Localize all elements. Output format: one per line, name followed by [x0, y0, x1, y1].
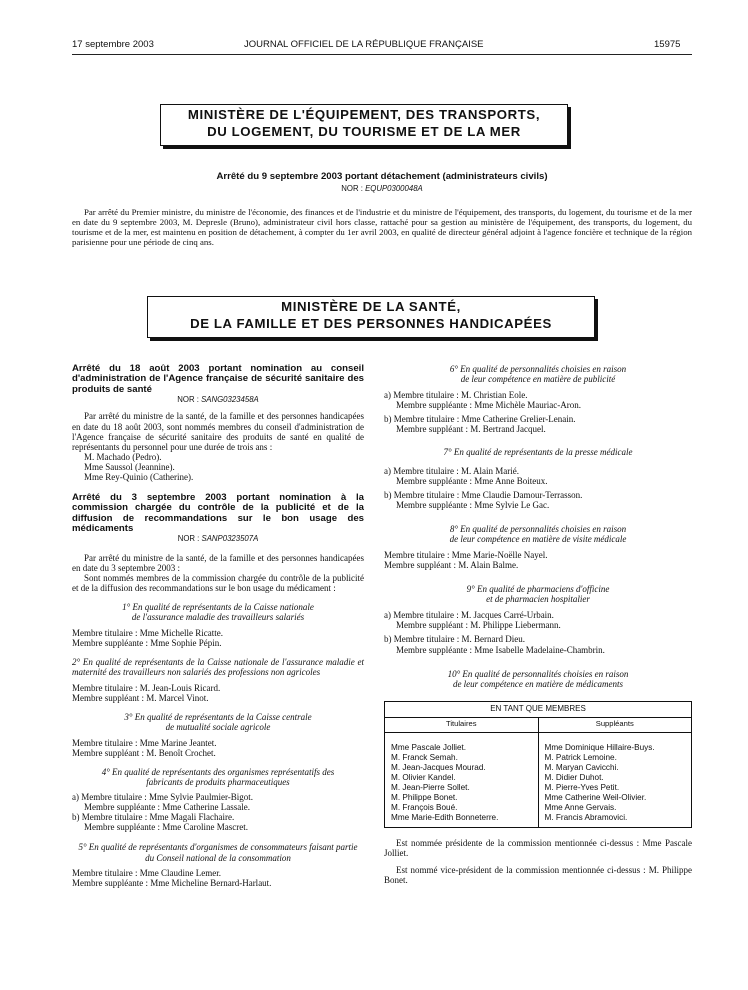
member-line: Membre titulaire : Mme Marine Jeantet. [72, 737, 217, 748]
right-column [384, 364, 692, 886]
section-heading: 8° En qualité de personnalités choisies en raison [449, 523, 627, 534]
nor-reference [72, 185, 692, 194]
suppleant-name: M. Maryan Cavicchi. [544, 763, 619, 773]
section-heading: 10° En qualité de personnalités choisies en raison [447, 668, 629, 679]
titulaire-name: M. Olivier Kandel. [391, 773, 456, 783]
nor-code: EQUP0300048A [365, 184, 423, 193]
suppleant-name: Mme Catherine Weil-Olivier. [544, 793, 647, 803]
ministry-line: DU LOGEMENT, DU TOURISME ET DE LA MER [207, 123, 521, 139]
member-line: Membre titulaire : Mme Claudine Lemer. [72, 867, 221, 878]
suppleant-name: M. Patrick Lemoine. [544, 753, 617, 763]
arrete-body: Par arrêté du ministre de la santé, de la famille et des personnes handicapées en date du 3 septembre 2003 : [72, 552, 364, 573]
arrete-body: Sont nommés membres de la commission chargée du contrôle de la publicité et de la diffusion des recommandations sur le bon usage du médicament : [72, 572, 364, 593]
arrete-title: Arrêté du 18 août 2003 portant nomination au conseil d'administration de l'Agence française de sécurité sanitaire des produits de santé [72, 363, 364, 395]
ministry-line: DE LA FAMILLE ET DES PERSONNES HANDICAPÉES [190, 315, 552, 331]
header-rule [72, 54, 692, 55]
section-heading: 5° En qualité de représentants d'organismes de consommateurs faisant partie du Conseil national de la consommation [78, 842, 358, 863]
section-heading: de mutualité sociale agricole [165, 721, 271, 732]
member-line: b) Membre titulaire : Mme Catherine Grelier-Lenain. [384, 414, 576, 425]
member-line: Membre suppléant : M. Alain Balme. [384, 560, 519, 571]
ministry-box-sante [147, 296, 595, 338]
header-journal: JOURNAL OFFICIEL DE LA RÉPUBLIQUE FRANÇAISE [244, 39, 484, 50]
titulaire-name: M. Franck Semah. [391, 753, 458, 763]
member-line: Membre titulaire : Mme Michelle Ricatte. [72, 628, 223, 639]
section-heading: de leur compétence en matière de publicité [460, 374, 616, 385]
section-heading: de leur compétence en matière de médicaments [452, 678, 624, 689]
titulaires-list [385, 733, 538, 827]
section-heading: 3° En qualité de représentants de la Caisse centrale [124, 711, 312, 722]
titulaire-name: M. Philippe Bonet. [391, 793, 458, 803]
nor-label: NOR : [177, 394, 202, 404]
members-table-heading: EN TANT QUE MEMBRES [385, 702, 691, 718]
final-nomination: Est nommée présidente de la commission mentionnée ci-dessus : Mme Pascale Jolliet. [384, 838, 692, 859]
member-line: Membre suppléante : Mme Micheline Bernard-Harlaut. [72, 877, 272, 888]
suppleant-name: M. Pierre-Yves Petit. [544, 783, 620, 793]
nor-reference [72, 396, 364, 405]
final-nomination: Est nommé vice-président de la commission mentionnée ci-dessus : M. Philippe Bonet. [384, 865, 692, 886]
member-line: a) Membre titulaire : M. Jacques Carré-Urbain. [384, 610, 554, 621]
ministry-box-equipement [160, 104, 568, 146]
nor-code: SANP0323507A [201, 534, 259, 544]
member-line: Membre suppléante : Mme Sylvie Le Gac. [396, 499, 550, 510]
member-line: Membre suppléant : M. Philippe Liebermann. [396, 620, 561, 631]
header-page-number: 15975 [654, 39, 681, 50]
arrete-body: Par arrêté du Premier ministre, du ministre de l'économie, des finances et de l'industrie et du ministre de l'équipement, des transports, du logement, du tourisme et de la mer en date du 9 septembre 2003, M. Depresle (Bruno), administrateur civil hors classe, rattaché pour sa gestion au ministère de l'équipement, des transports, du logement, du tourisme et de la mer, est maintenu en position de détachement, à compter du 1er avril 2003, en qualité de directeur général adjoint à l'agence foncière et technique de la région parisienne pour une période de cinq ans. [72, 207, 692, 247]
member-line: Membre suppléante : Mme Caroline Mascret. [84, 822, 248, 833]
member-line: Membre suppléant : M. Bertrand Jacquel. [396, 424, 546, 435]
header-date: 17 septembre 2003 [72, 39, 154, 50]
members-table [384, 701, 692, 828]
suppleant-name: Mme Anne Gervais. [544, 803, 617, 813]
members-table-header-row [385, 718, 691, 828]
member-line: b) Membre titulaire : Mme Magali Flachaire. [72, 812, 235, 823]
member-line: Membre suppléante : Mme Isabelle Madelaine-Chambrin. [396, 644, 605, 655]
section-heading: de l'assurance maladie des travailleurs salariés [131, 612, 305, 623]
member-line: Membre suppléante : Mme Michèle Mauriac-Aron. [396, 400, 581, 411]
section-heading: 6° En qualité de personnalités choisies en raison [449, 364, 627, 374]
titulaire-name: M. Jean-Jacques Mourad. [391, 763, 486, 773]
section-heading: 7° En qualité de représentants de la presse médicale [443, 447, 633, 458]
member-line: a) Membre titulaire : M. Christian Eole. [384, 390, 528, 401]
name-item: Mme Rey-Quinio (Catherine). [84, 471, 194, 482]
members-table-col-titulaires [385, 718, 538, 828]
arrete-title: Arrêté du 3 septembre 2003 portant nomination à la commission chargée du contrôle de la publicité et de la diffusion de recommandations sur le bon usage des médicaments [72, 492, 364, 534]
ministry-line: MINISTÈRE DE LA SANTÉ, [281, 299, 461, 314]
section-heading: 2° En qualité de représentants de la Caisse nationale de l'assurance maladie et maternité des travailleurs non salariés des professions non agricoles [72, 657, 364, 678]
member-line: Membre suppléante : Mme Anne Boiteux. [396, 475, 548, 486]
member-line: Membre suppléante : Mme Sophie Pépin. [72, 638, 222, 649]
ministry-line: MINISTÈRE DE L'ÉQUIPEMENT, DES TRANSPORTS, [187, 107, 541, 122]
member-line: b) Membre titulaire : Mme Claudie Damour-Terrasson. [384, 489, 583, 500]
left-column [72, 364, 364, 888]
suppleants-list [539, 733, 692, 827]
column-header-titulaires: Titulaires [385, 718, 538, 734]
member-line: b) Membre titulaire : M. Bernard Dieu. [384, 634, 525, 645]
name-item: Mme Saussol (Jeannine). [84, 461, 175, 472]
section-heading: 1° En qualité de représentants de la Caisse nationale [122, 602, 314, 613]
member-line: Membre suppléante : Mme Catherine Lassale. [84, 802, 250, 813]
section-heading: 4° En qualité de représentants des organismes représentatifs des fabricants de produits pharmaceutiques [101, 766, 335, 788]
member-line: Membre titulaire : M. Jean-Louis Ricard. [72, 682, 221, 693]
arrete-body: Par arrêté du ministre de la santé, de la famille et des personnes handicapées en date du 18 août 2003, sont nommés membres du conseil d'administration de l'Agence française de sécurité sanitaire des produits de santé en qualité de représentants du personnel pour une durée de trois ans : [72, 411, 364, 452]
members-table-col-suppleants [538, 718, 692, 828]
name-item: M. Machado (Pedro). [84, 451, 162, 462]
section-heading: de leur compétence en matière de visite médicale [449, 533, 627, 544]
member-line: Membre suppléant : M. Marcel Vinot. [72, 692, 209, 703]
suppleant-name: M. Didier Duhot. [544, 773, 604, 783]
titulaire-name: Mme Marie-Edith Bonneterre. [391, 813, 499, 823]
suppleant-name: M. Francis Abramovici. [544, 813, 628, 823]
titulaire-name: Mme Pascale Jolliet. [391, 743, 467, 753]
member-line: Membre titulaire : Mme Marie-Noëlle Nayel. [384, 550, 548, 561]
titulaire-name: M. François Boué. [391, 803, 458, 813]
section-heading: et de pharmacien hospitalier [486, 594, 590, 605]
nor-code: SANG0323458A [201, 394, 259, 404]
nor-label: NOR : [177, 534, 202, 544]
member-line: a) Membre titulaire : Mme Sylvie Paulmier-Bigot. [72, 792, 254, 803]
member-line: Membre suppléant : M. Benoît Crochet. [72, 747, 216, 758]
section-heading: 9° En qualité de pharmaciens d'officine [466, 584, 610, 595]
nor-reference [72, 535, 364, 544]
column-header-suppleants: Suppléants [539, 718, 692, 734]
nor-label: NOR : [341, 184, 366, 193]
suppleant-name: Mme Dominique Hillaire-Buys. [544, 743, 655, 753]
member-line: a) Membre titulaire : M. Alain Marié. [384, 465, 519, 476]
arrete-title: Arrêté du 9 septembre 2003 portant détachement (administrateurs civils) [216, 171, 548, 182]
titulaire-name: M. Jean-Pierre Sollet. [391, 783, 470, 793]
